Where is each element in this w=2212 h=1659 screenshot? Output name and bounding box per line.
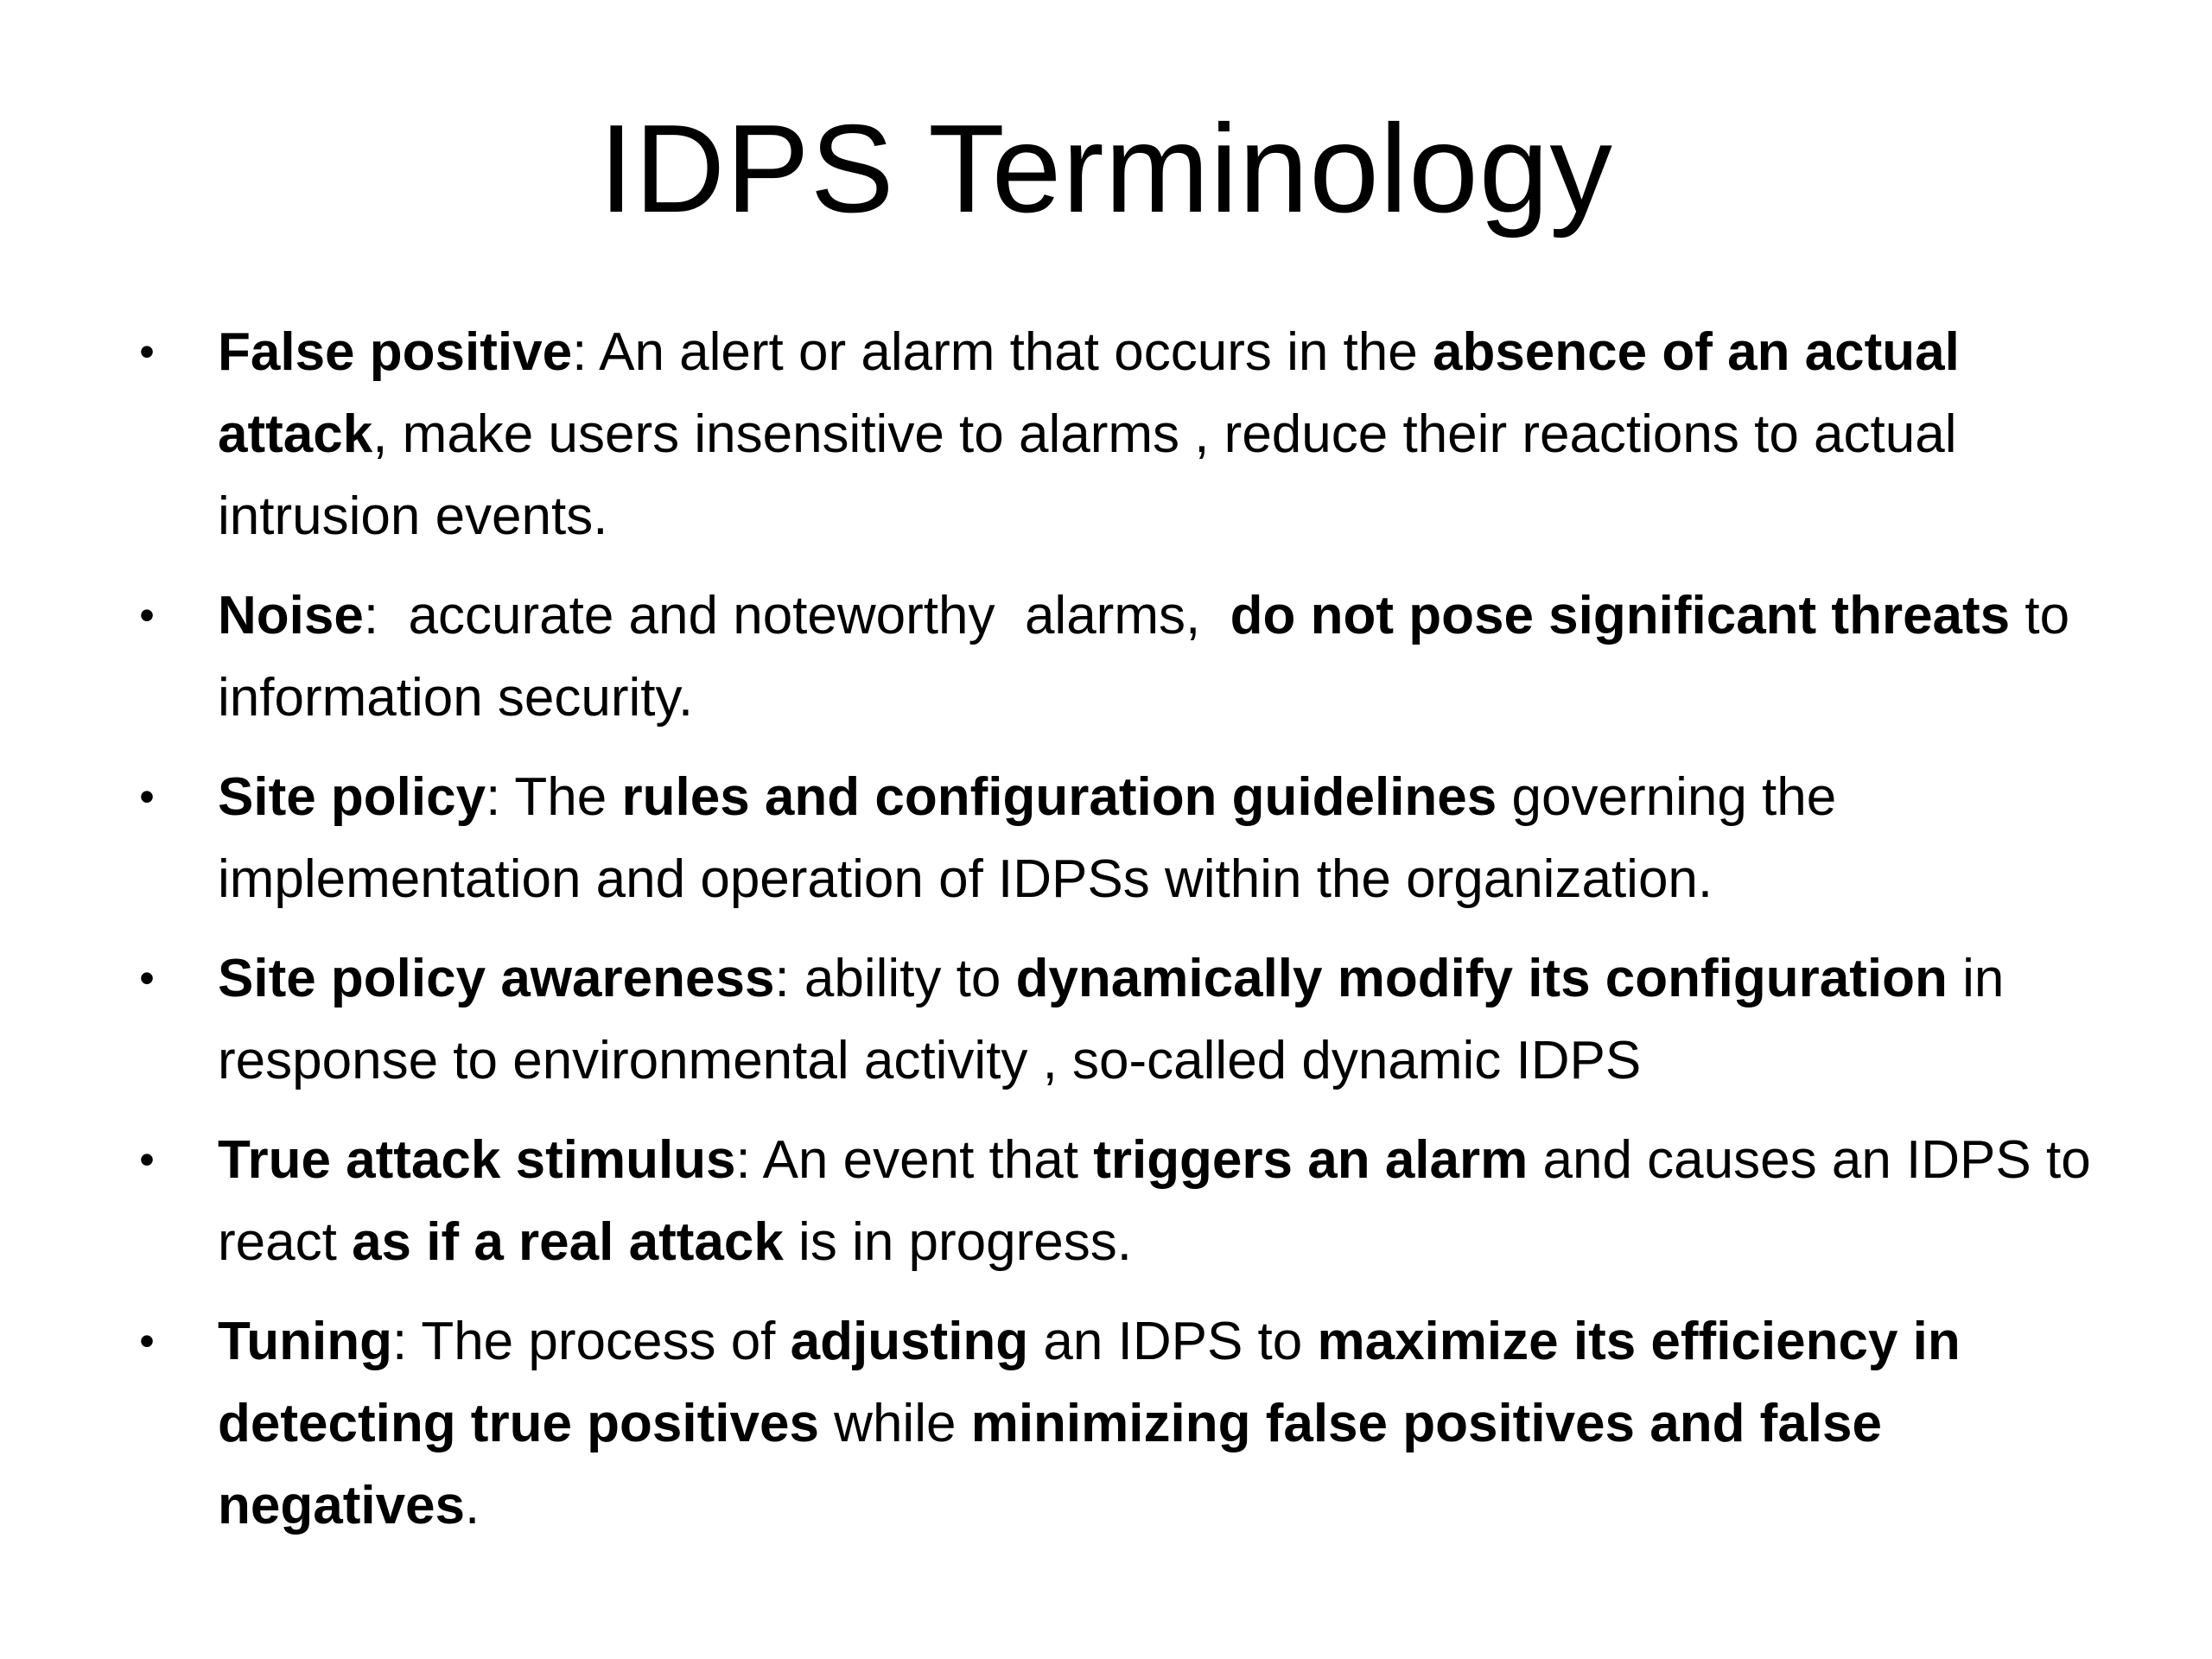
bullet-icon	[130, 1300, 164, 1382]
bullet-icon	[130, 311, 164, 393]
slide-title: IDPS Terminology	[599, 99, 1613, 238]
emphasis-text: absence of an actual attack	[218, 322, 1960, 464]
definition-text: : accurate and noteworthy alarms,	[363, 586, 1230, 645]
emphasis-text: rules and configuration guidelines	[621, 767, 1497, 827]
term: Tuning	[218, 1312, 392, 1371]
definition-text: is in progress.	[783, 1212, 1132, 1272]
term: Site policy awareness	[218, 949, 775, 1008]
bullet-icon	[130, 756, 164, 838]
definition-text: governing the implementation and operation of IDPSs within the organization.	[218, 767, 1837, 909]
definition-text: .	[465, 1476, 480, 1535]
definition-text: : ability to	[774, 949, 1016, 1008]
definition-text: : The	[486, 767, 622, 827]
bullet-item-tuning	[130, 1300, 2117, 1547]
emphasis-text: as if a real attack	[352, 1212, 784, 1272]
definition-text: : An alert or alarm that occurs in the	[572, 322, 1433, 382]
definition-text: in response to environmental activity , so-called dynamic IDPS	[218, 949, 2005, 1090]
emphasis-text: minimizing false positives and false negatives	[218, 1394, 1882, 1535]
definition-text: : An event that	[735, 1130, 1094, 1190]
emphasis-text: adjusting	[790, 1312, 1029, 1371]
bullet-item-site-policy-awareness	[130, 938, 2117, 1102]
emphasis-text: maximize its efficiency in detecting true positives	[218, 1312, 1961, 1453]
term: Site policy	[218, 767, 486, 827]
definition-text: while	[818, 1394, 971, 1453]
bullet-icon	[130, 938, 164, 1020]
term: False positive	[218, 322, 573, 382]
bullet-list	[130, 311, 2117, 1564]
emphasis-text: do not pose significant threats	[1230, 586, 2011, 645]
bullet-item-false-positive	[130, 311, 2117, 557]
definition-text: , make users insensitive to alarms , reduce their reactions to actual intrusion events.	[218, 404, 1957, 546]
definition-text: : The process of	[391, 1312, 791, 1371]
definition-text: and causes an IDPS to react	[218, 1130, 2091, 1272]
emphasis-text: dynamically modify its configuration	[1015, 949, 1948, 1008]
bullet-item-true-attack-stimulus	[130, 1119, 2117, 1283]
bullet-icon	[130, 575, 164, 657]
bullet-icon	[130, 1119, 164, 1201]
term: True attack stimulus	[218, 1130, 736, 1190]
definition-text: an IDPS to	[1028, 1312, 1318, 1371]
bullet-item-noise	[130, 575, 2117, 739]
term: Noise	[218, 586, 364, 645]
definition-text: to information security.	[218, 586, 2070, 728]
emphasis-text: triggers an alarm	[1093, 1130, 1529, 1190]
bullet-item-site-policy	[130, 756, 2117, 920]
